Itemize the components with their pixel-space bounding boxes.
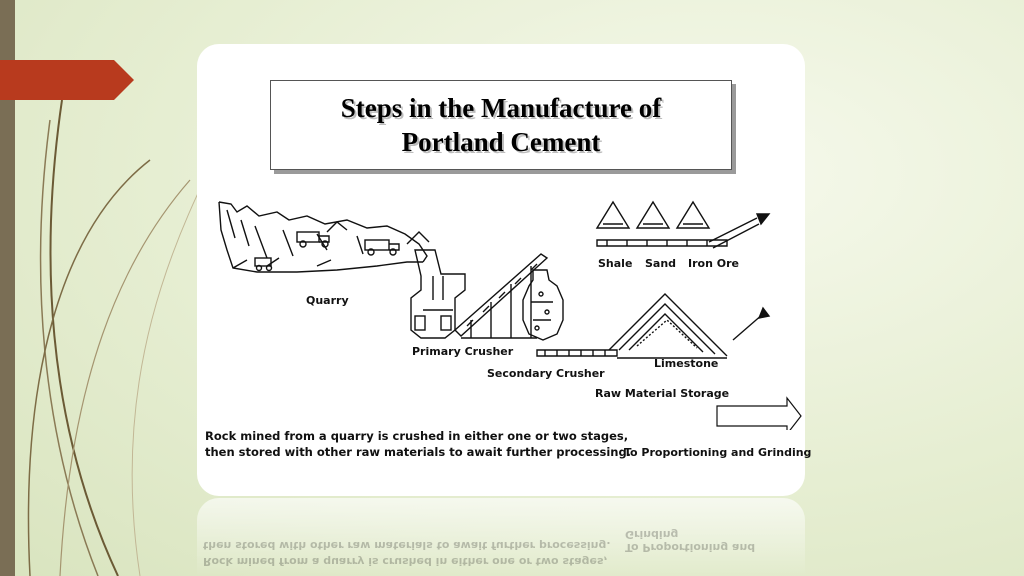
- caption-line-2: then stored with other raw materials to await further processing.: [205, 445, 632, 459]
- title-line-1: Steps in the Manufacture of: [340, 93, 662, 123]
- red-arrow-banner: [0, 0, 140, 110]
- quarry-label: Quarry: [306, 294, 349, 307]
- limestone-storage-drawing: [609, 294, 769, 358]
- to-grinding-arrow: [717, 398, 801, 430]
- raw-material-storage-label: Raw Material Storage: [595, 387, 730, 400]
- diagram-caption: [205, 428, 631, 460]
- raw-material-piles-drawing: [597, 202, 769, 248]
- iron-ore-label: Iron Ore: [688, 257, 739, 270]
- card-reflection: Rock mined from a quarry is crushed in either one or two stages, then stored with other raw materials to await further processing. To Proportioning and Grinding: [197, 498, 805, 576]
- title-line-2: Portland Cement: [401, 127, 601, 157]
- crusher-conveyor-drawing: [455, 254, 547, 338]
- caption-line-1: Rock mined from a quarry is crushed in either one or two stages,: [205, 429, 629, 443]
- to-proportioning-label: To Proportioning and Grinding: [624, 446, 812, 459]
- sand-label: Sand: [645, 257, 677, 270]
- primary-crusher-drawing: [411, 250, 465, 338]
- quarry-hill-drawing: [219, 202, 427, 272]
- secondary-crusher-drawing: [523, 270, 563, 340]
- title-box: [270, 80, 732, 170]
- storage-feed-conveyor-drawing: [537, 350, 617, 356]
- page-title: [341, 91, 662, 159]
- primary-crusher-label: Primary Crusher: [412, 345, 514, 358]
- secondary-crusher-label: Secondary Crusher: [487, 367, 605, 380]
- limestone-label: Limestone: [654, 357, 719, 370]
- shale-label: Shale: [598, 257, 633, 270]
